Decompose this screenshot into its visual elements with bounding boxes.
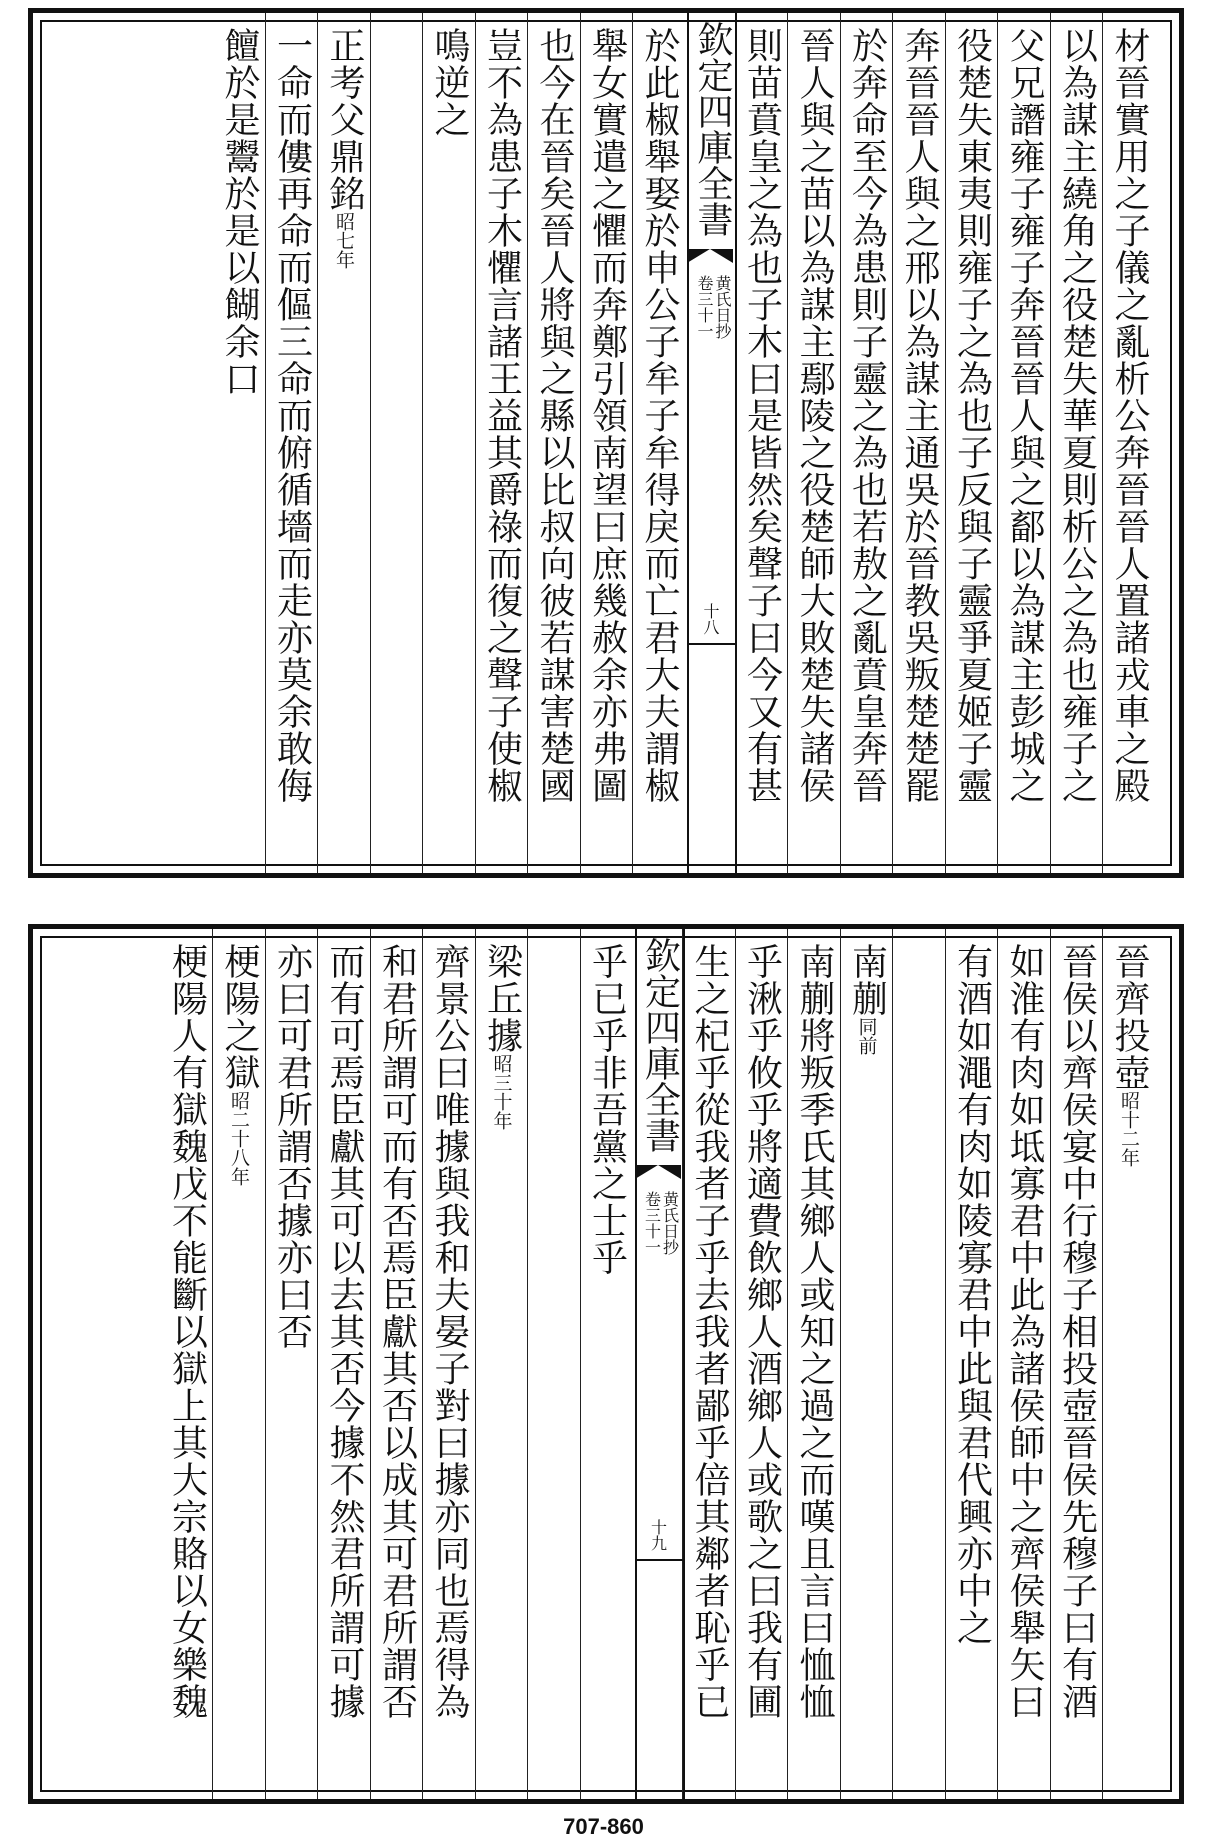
text-column bbox=[1000, 13, 1048, 873]
date-note: 昭二十八年 bbox=[228, 1091, 250, 1186]
banner-title: 欽定四庫全書 bbox=[639, 937, 681, 1153]
text-column bbox=[530, 929, 578, 1799]
text-column bbox=[790, 929, 838, 1799]
column-text: 齊景公曰唯據與我和夫晏子對曰據亦同也焉得為 bbox=[429, 943, 470, 1720]
column-rule bbox=[317, 13, 318, 873]
text-column bbox=[895, 13, 943, 873]
column-rule bbox=[1102, 13, 1103, 873]
column-text: 一命而僂再命而傴三命而俯循墻而走亦莫余敢侮 bbox=[271, 27, 313, 804]
banner-volume: 卷三十一 bbox=[642, 1191, 662, 1255]
column-text: 舉女實遣之懼而奔鄭引領南望曰庶幾赦余亦弗圖 bbox=[586, 27, 628, 804]
column-rule bbox=[370, 929, 371, 1799]
column-text: 正考父鼎銘 bbox=[324, 27, 365, 212]
fish-tail-mark bbox=[635, 1165, 681, 1179]
column-rule bbox=[787, 929, 788, 1799]
text-column bbox=[215, 929, 263, 1799]
center-banner bbox=[687, 13, 737, 873]
text-column bbox=[1053, 929, 1101, 1799]
banner-bottom-bar bbox=[689, 643, 735, 645]
column-rule bbox=[997, 929, 998, 1799]
column-rule bbox=[840, 929, 841, 1799]
column-rule bbox=[632, 13, 633, 873]
text-column bbox=[843, 13, 891, 873]
text-column bbox=[1053, 13, 1101, 873]
banner-bottom-bar bbox=[637, 1559, 683, 1561]
column-rule bbox=[475, 13, 476, 873]
page-bottom bbox=[28, 924, 1184, 1804]
column-rule bbox=[945, 13, 946, 873]
column-text: 饘於是鬻於是以餬余口 bbox=[219, 27, 260, 397]
column-text: 而有可焉臣獻其可以去其否今據不然君所謂可據 bbox=[324, 943, 365, 1720]
text-column bbox=[843, 929, 891, 1799]
column-text: 役楚失東夷則雍子之為也子反與子靈爭夏姬子靈 bbox=[951, 27, 993, 804]
column-text: 鳴逆之 bbox=[429, 27, 470, 138]
text-column bbox=[478, 929, 526, 1799]
column-text: 南蒯 bbox=[846, 943, 888, 1017]
folio-number: 十八 bbox=[701, 603, 720, 635]
column-text: 於此椒舉娶於申公子牟子牟得戾而亡君大夫謂椒 bbox=[639, 27, 680, 804]
banner-book-name: 黄氏日抄 bbox=[713, 275, 732, 339]
column-text: 生之杞乎從我者子乎去我者鄙乎倍其鄰者恥乎已 bbox=[689, 943, 730, 1720]
column-text: 晉齊投壺 bbox=[1109, 943, 1150, 1091]
column-text: 晉人與之苗以為謀主鄢陵之役楚師大敗楚失諸侯 bbox=[794, 27, 835, 804]
column-rule bbox=[892, 13, 893, 873]
column-rule bbox=[317, 929, 318, 1799]
column-text: 亦曰可君所謂否據亦曰否 bbox=[271, 943, 313, 1350]
column-rule bbox=[735, 929, 736, 1799]
text-column bbox=[320, 929, 368, 1799]
text-column bbox=[530, 13, 578, 873]
text-column bbox=[373, 929, 421, 1799]
text-column bbox=[895, 929, 943, 1799]
text-column bbox=[425, 929, 473, 1799]
banner-volume: 卷三十一 bbox=[695, 275, 714, 339]
catalog-number: 707-860 bbox=[563, 1814, 644, 1839]
text-column bbox=[268, 929, 316, 1799]
date-note: 同前 bbox=[855, 1017, 878, 1055]
column-text: 則苗賁皇之為也子木曰是皆然矣聲子曰今又有甚 bbox=[741, 27, 783, 804]
text-column bbox=[738, 929, 786, 1799]
column-rule bbox=[945, 929, 946, 1799]
column-text: 豈不為患子木懼言諸王益其爵祿而復之聲子使椒 bbox=[481, 27, 523, 804]
column-rule bbox=[580, 13, 581, 873]
text-column bbox=[215, 13, 263, 873]
column-rule bbox=[1050, 929, 1051, 1799]
text-column bbox=[1105, 13, 1153, 873]
column-text: 和君所謂可而有否焉臣獻其否以成其可君所謂否 bbox=[376, 943, 418, 1720]
column-rule bbox=[475, 929, 476, 1799]
column-rule bbox=[265, 13, 266, 873]
column-text: 於奔命至今為患則子靈之為也若敖之亂賁皇奔晉 bbox=[846, 27, 888, 804]
folio-number: 十九 bbox=[648, 1519, 668, 1551]
text-column bbox=[583, 929, 631, 1799]
center-banner bbox=[635, 929, 685, 1799]
banner-title: 欽定四庫全書 bbox=[692, 21, 733, 237]
text-column bbox=[425, 13, 473, 873]
column-rule bbox=[265, 929, 266, 1799]
date-note: 昭七年 bbox=[333, 212, 355, 269]
column-text: 晉侯以齊侯宴中行穆子相投壺晉侯先穆子曰有酒 bbox=[1056, 943, 1098, 1720]
text-column bbox=[948, 929, 996, 1799]
column-text: 也今在晉矣晉人將與之縣以比叔向彼若謀害楚國 bbox=[534, 27, 575, 804]
fish-tail-mark bbox=[687, 249, 733, 263]
column-text: 奔晉晉人與之邢以為謀主通吳於晉教吳叛楚楚罷 bbox=[899, 27, 940, 804]
text-column bbox=[635, 13, 683, 873]
text-column bbox=[1105, 929, 1153, 1799]
column-rule bbox=[1050, 13, 1051, 873]
text-column bbox=[373, 13, 421, 873]
column-text: 乎已乎非吾黨之士乎 bbox=[586, 943, 628, 1276]
column-text: 梗陽之獄 bbox=[219, 943, 260, 1091]
column-rule bbox=[580, 929, 581, 1799]
column-text: 有酒如澠有肉如陵寡君中此與君代興亦中之 bbox=[951, 943, 993, 1646]
column-rule bbox=[212, 929, 213, 1799]
text-column bbox=[1000, 929, 1048, 1799]
column-text: 以為謀主繞角之役楚失華夏則析公之為也雍子之 bbox=[1056, 27, 1098, 804]
page-top bbox=[28, 8, 1184, 878]
text-column bbox=[790, 13, 838, 873]
column-text: 梗陽人有獄魏戊不能斷以獄上其大宗賂以女樂魏 bbox=[166, 943, 208, 1720]
column-rule bbox=[422, 13, 423, 873]
text-column bbox=[478, 13, 526, 873]
date-note: 昭十二年 bbox=[1118, 1091, 1140, 1167]
date-note: 昭三十年 bbox=[490, 1054, 513, 1130]
text-column bbox=[268, 13, 316, 873]
column-rule bbox=[997, 13, 998, 873]
column-text: 梁丘據 bbox=[481, 943, 523, 1054]
text-column bbox=[738, 13, 786, 873]
column-rule bbox=[840, 13, 841, 873]
column-rule bbox=[370, 13, 371, 873]
banner-book-name: 黄氏日抄 bbox=[660, 1191, 680, 1255]
column-rule bbox=[527, 13, 528, 873]
column-text: 南蒯將叛季氏其鄉人或知之過之而嘆且言曰恤恤 bbox=[794, 943, 835, 1720]
column-rule bbox=[1102, 929, 1103, 1799]
text-column bbox=[948, 13, 996, 873]
column-text: 乎湫乎攸乎將適費飲鄉人酒鄉人或歌之曰我有圃 bbox=[741, 943, 783, 1720]
column-rule bbox=[527, 929, 528, 1799]
text-column bbox=[583, 13, 631, 873]
text-column bbox=[685, 929, 733, 1799]
column-rule bbox=[892, 929, 893, 1799]
column-rule bbox=[422, 929, 423, 1799]
column-text: 材晉實用之子儀之亂析公奔晉晉人置諸戎車之殿 bbox=[1109, 27, 1150, 804]
column-rule bbox=[787, 13, 788, 873]
column-text: 父兄譖雍子雍子奔晉晉人與之鄐以為謀主彭城之 bbox=[1004, 27, 1045, 804]
column-text: 如淮有肉如坻寡君中此為諸侯師中之齊侯舉矢曰 bbox=[1004, 943, 1045, 1720]
text-column bbox=[320, 13, 368, 873]
text-column bbox=[163, 929, 211, 1799]
